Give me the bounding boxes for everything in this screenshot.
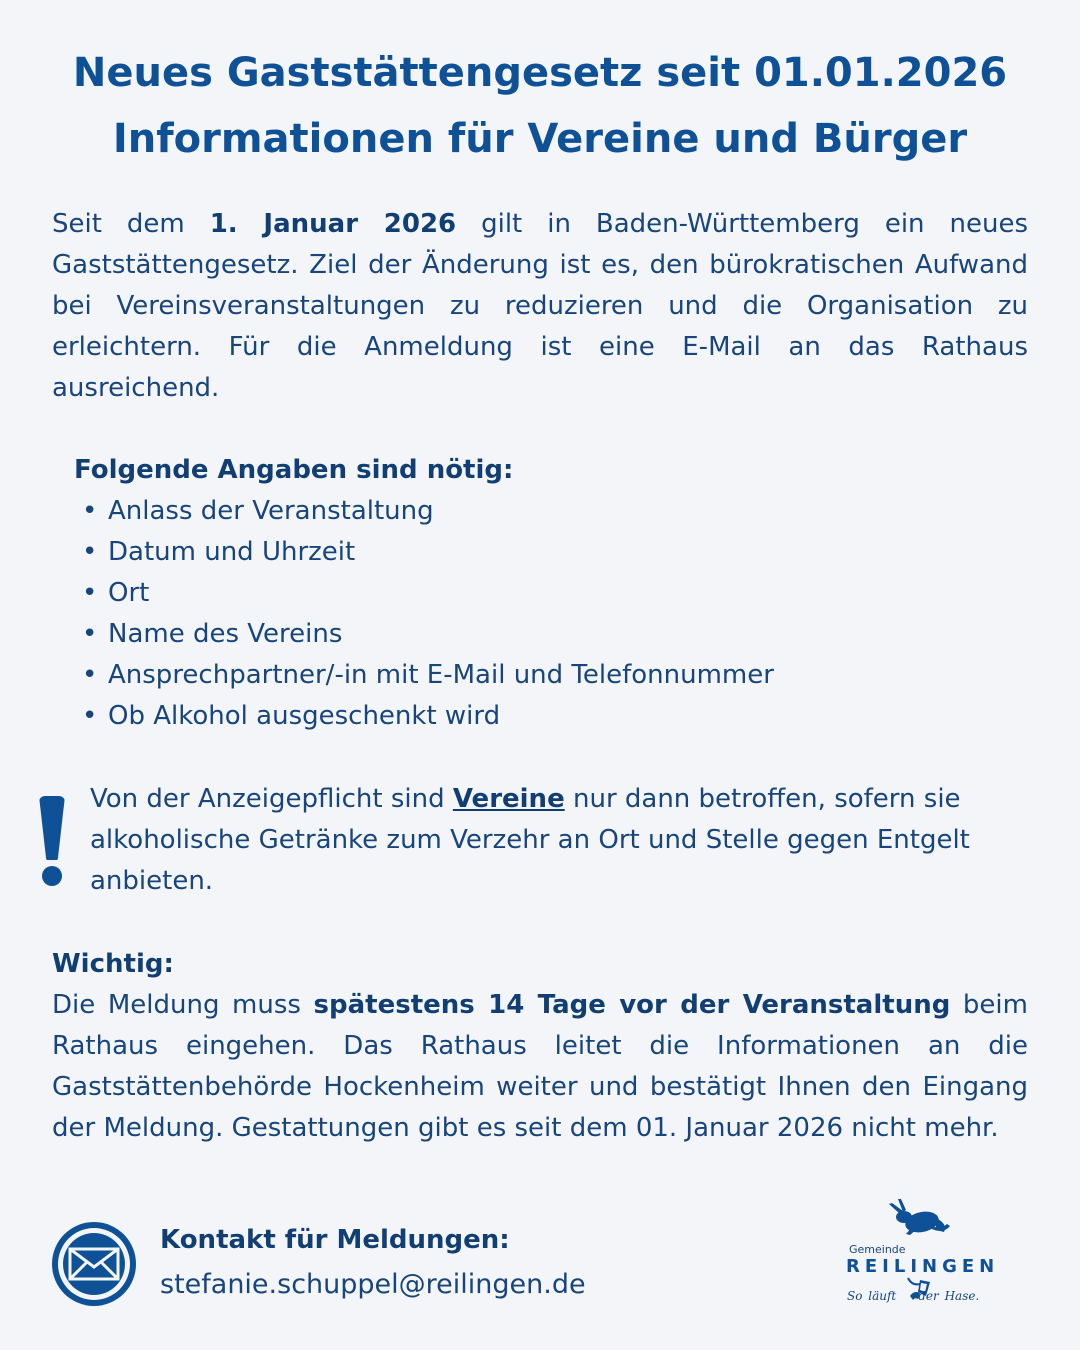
- logo-slogan-part1: So läuft: [847, 1289, 897, 1303]
- intro-date: 1. Januar 2026: [209, 209, 457, 239]
- contact-email-link[interactable]: stefanie.schuppel@reilingen.de: [160, 1269, 586, 1300]
- page-title-line1: Neues Gaststättengesetz seit 01.01.2026: [72, 50, 1008, 96]
- list-item: • Ansprechpartner/-in mit E-Mail und Telefonnummer: [82, 655, 774, 696]
- important-deadline: spätestens 14 Tage vor der Veranstaltung: [313, 990, 951, 1020]
- requirements-list: [82, 491, 774, 737]
- list-item: • Name des Vereins: [82, 614, 774, 655]
- requirements-heading: Folgende Angaben sind nötig:: [74, 455, 514, 485]
- notice-emphasis: Vereine: [452, 784, 565, 814]
- page-title-line2: Informationen für Vereine und Bürger: [112, 116, 968, 162]
- important-paragraph: [52, 985, 1028, 1149]
- contact-heading: Kontakt für Meldungen:: [160, 1225, 510, 1255]
- important-text-2: beim Rathaus eingehen. Das Rathaus leitet die Informationen an die Gaststättenbehörde Hockenheim weiter und bestätigt Ihnen den Eingang der Meldung. Gestattungen gibt es seit dem 01. Januar 2026 nicht mehr.: [52, 990, 1028, 1143]
- intro-text-2: gilt in Baden-Württemberg ein neues Gaststättengesetz. Ziel der Änderung ist es, den bürokratischen Aufwand bei Vereinsveranstaltungen zu reduzieren und die Organisation zu erleichtern. Für die Anmeldung ist eine E-Mail an das Rathaus ausreichend.: [52, 209, 1028, 403]
- logo-slogan: [847, 1289, 979, 1303]
- list-item: • Ob Alkohol ausgeschenkt wird: [82, 696, 774, 737]
- important-text-1: Die Meldung muss: [52, 990, 314, 1020]
- intro-text-1: Seit dem: [52, 209, 210, 239]
- logo-label: Gemeinde: [849, 1243, 906, 1256]
- important-heading: Wichtig:: [52, 949, 174, 979]
- notice-text-1: Von der Anzeigepflicht sind: [90, 784, 453, 814]
- notice-text-2: nur dann betroffen, sofern sie alkoholische Getränke zum Verzehr an Ort und Stelle gegen Entgelt anbieten.: [90, 784, 970, 896]
- envelope-icon: [52, 1222, 136, 1306]
- list-item: • Ort: [82, 573, 774, 614]
- notice-paragraph: [90, 779, 1010, 902]
- logo-slogan-part2: der Hase.: [918, 1289, 980, 1303]
- list-item: • Anlass der Veranstaltung: [82, 491, 774, 532]
- list-item: • Datum und Uhrzeit: [82, 532, 774, 573]
- exclamation-icon: [36, 796, 68, 890]
- logo-name: REILINGEN: [846, 1256, 1000, 1277]
- intro-paragraph: [52, 204, 1028, 409]
